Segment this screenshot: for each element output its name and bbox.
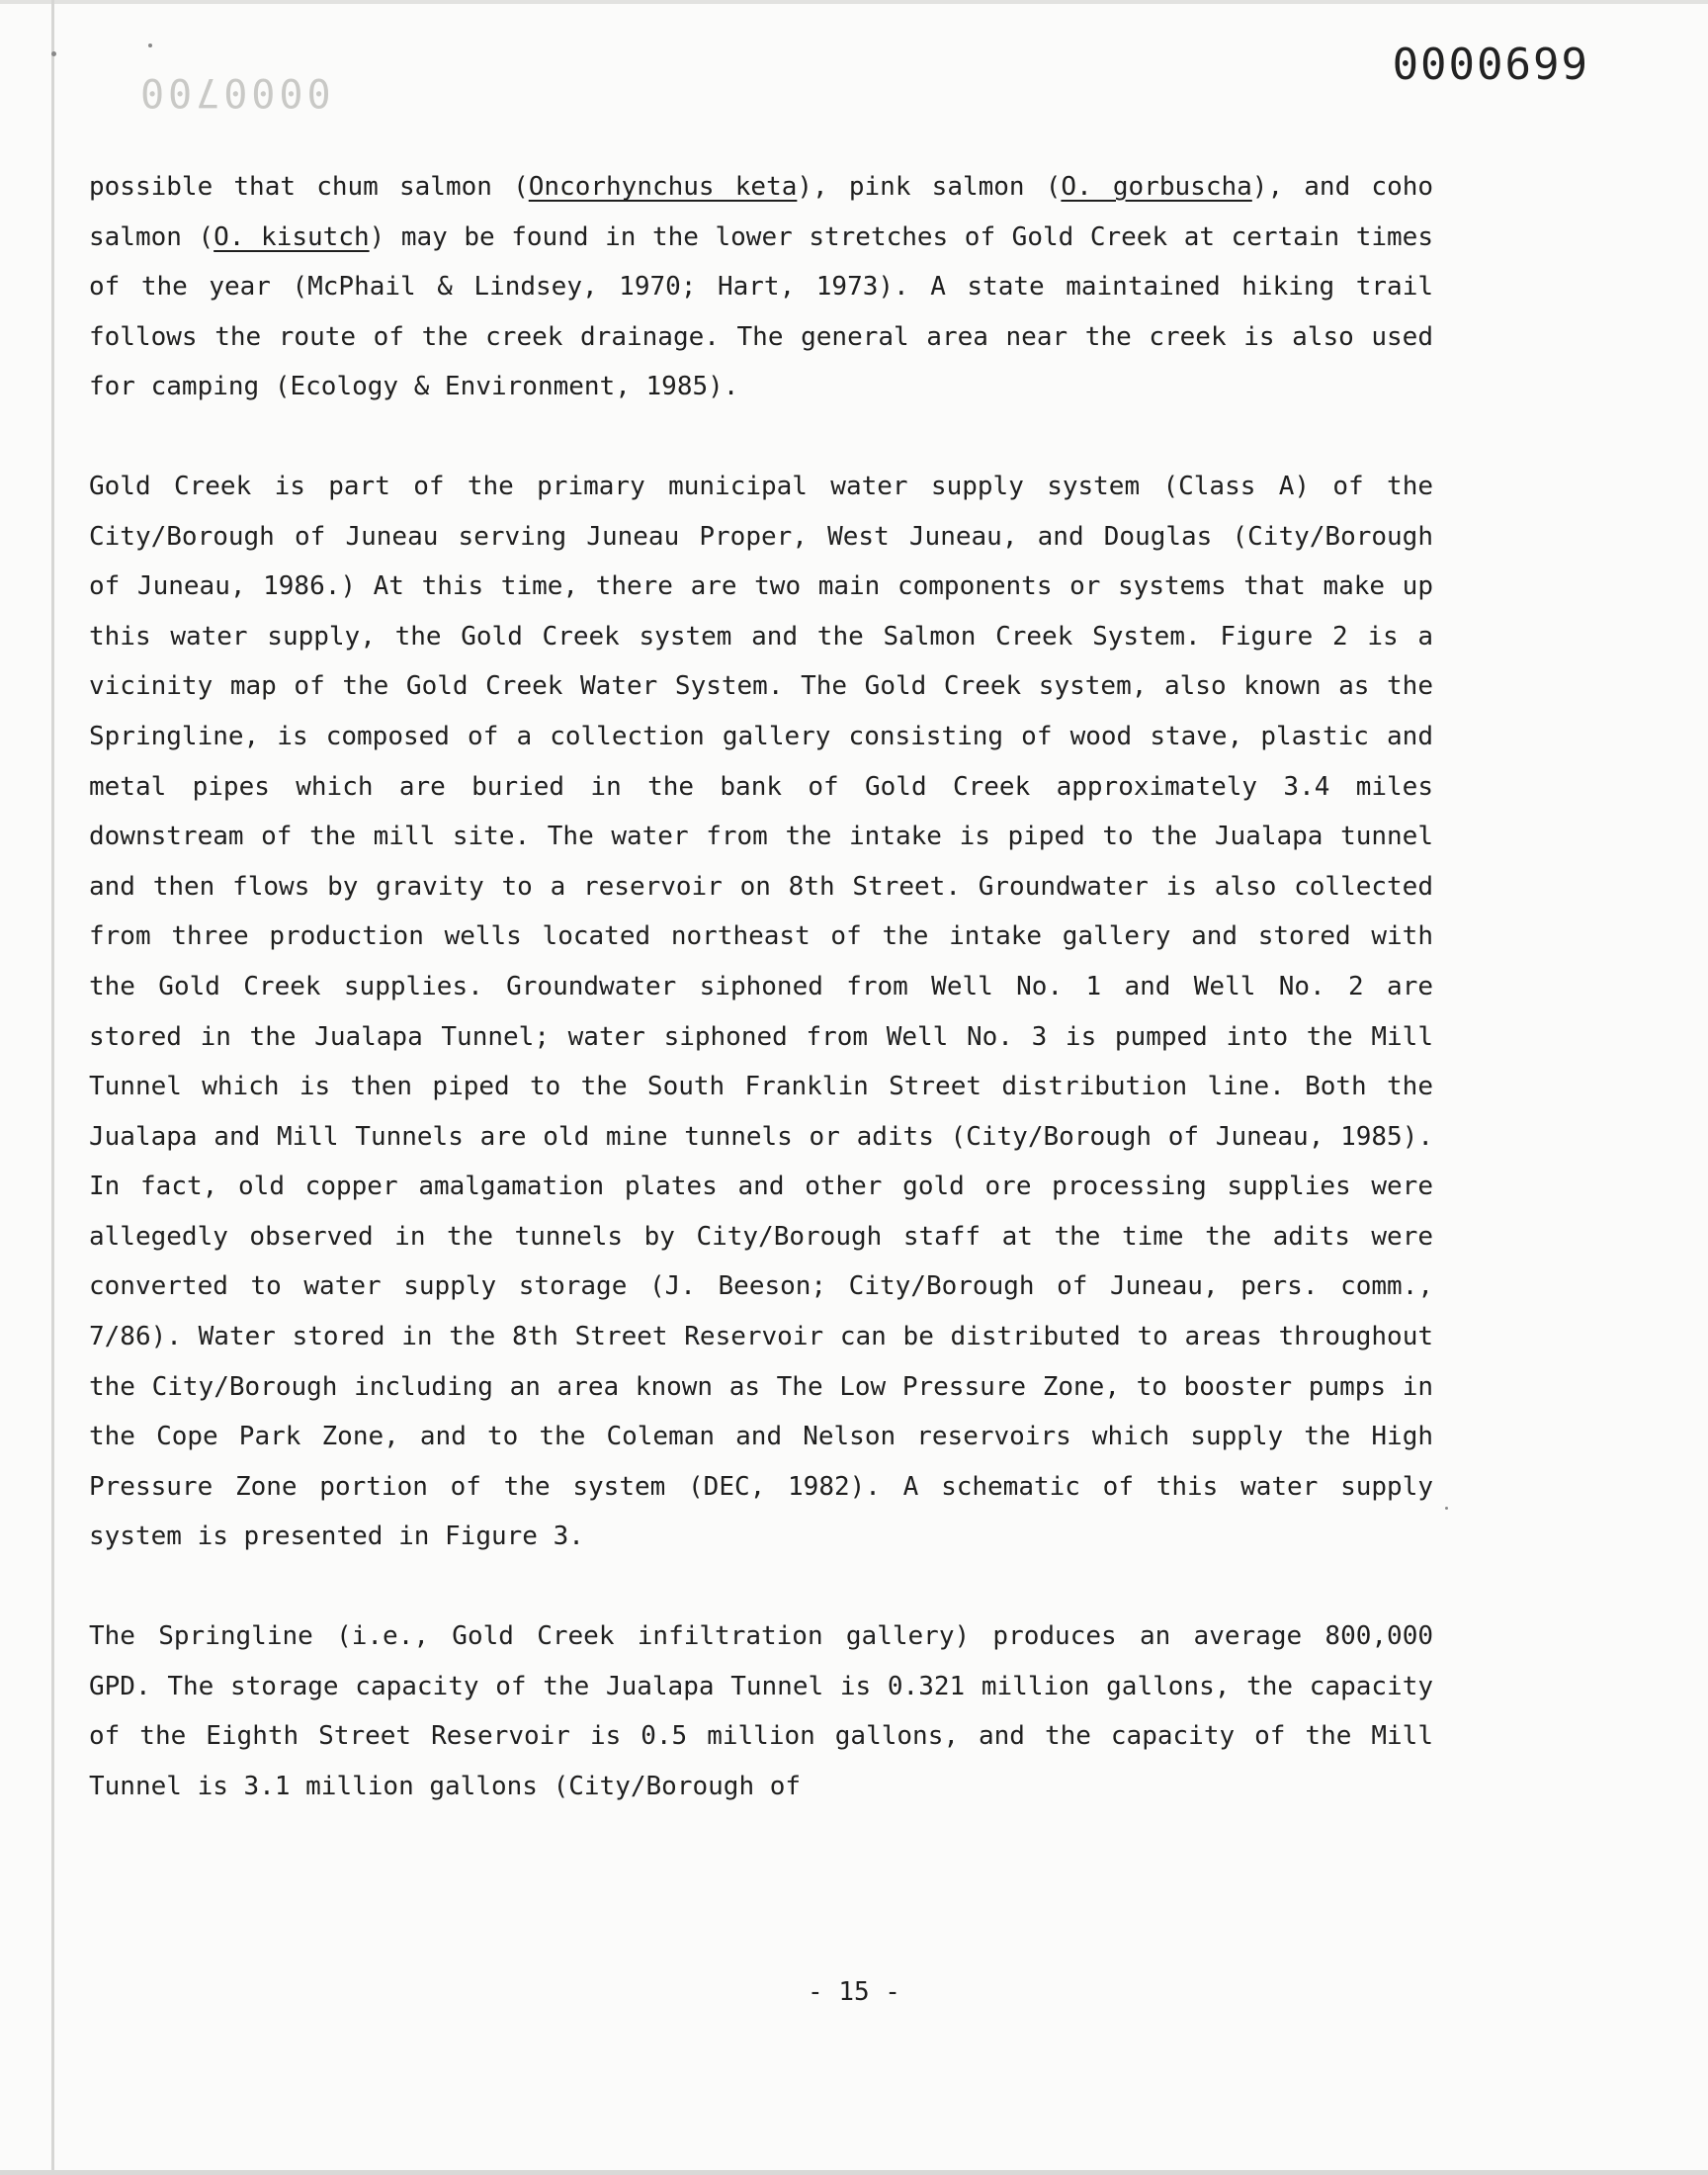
paragraph-1 bbox=[89, 162, 1433, 412]
scan-speck bbox=[1445, 1507, 1448, 1510]
body-text bbox=[89, 162, 1433, 1811]
faint-stamp-number: 0000700 bbox=[136, 69, 331, 115]
bottom-scan-edge bbox=[0, 2170, 1708, 2175]
left-scan-edge bbox=[51, 0, 54, 2175]
paragraph-1-text-3: ), and coho salmon ( bbox=[89, 172, 1434, 252]
paragraph-2: Gold Creek is part of the primary municipal water supply system (Class A) of the City/Borough of Juneau serving Juneau Proper, West Juneau, and Douglas (City/Borough of Juneau, 1986.) At this time, there are two main components or systems that make up this water supply, the Gold Creek system and the Salmon Creek System. Figure 2 is a vicinity map of the Gold Creek Water System. The Gold Creek system, also known as the Springline, is composed of a collection gallery consisting of wood stave, plastic and metal pipes which are buried in the bank of Gold Creek approximately 3.4 miles downstream of the mill site. The water from the intake is piped to the Jualapa tunnel and then flows by gravity to a reservoir on 8th Street. Groundwater is also collected from three production wells located northeast of the intake gallery and stored with the Gold Creek supplies. Groundwater siphoned from Well No. 1 and Well No. 2 are stored in the Jualapa Tunnel; water siphoned from Well No. 3 is pumped into the Mill Tunnel which is then piped to the South Franklin Street distribution line. Both the Jualapa and Mill Tunnels are old mine tunnels or adits (City/Borough of Juneau, 1985). In fact, old copper amalgamation plates and other gold ore processing supplies were allegedly observed in the tunnels by City/Borough staff at the time the adits were converted to water supply storage (J. Beeson; City/Borough of Juneau, pers. comm., 7/86). Water stored in the 8th Street Reservoir can be distributed to areas throughout the City/Borough including an area known as The Low Pressure Zone, to booster pumps in the Cope Park Zone, and to the Coleman and Nelson reservoirs which supply the High Pressure Zone portion of the system (DEC, 1982). A schematic of this water supply system is presented in Figure 3. bbox=[89, 471, 1433, 1552]
paragraph-3: The Springline (i.e., Gold Creek infiltration gallery) produces an average 800,000 GPD. The storage capacity of the Jualapa Tunnel is 0.321 million gallons, the capacity of the Eighth Street Reservoir is 0.5 million gallons, and the capacity of the Mill Tunnel is 3.1 million gallons (City/Borough of bbox=[89, 1621, 1433, 1801]
species-name-gorbuscha: O. gorbuscha bbox=[1061, 172, 1252, 202]
paragraph-1-text-2: ), pink salmon ( bbox=[797, 172, 1062, 202]
paragraph-1-text-1: possible that chum salmon ( bbox=[89, 172, 529, 202]
page-number: - 15 - bbox=[808, 1977, 900, 2007]
scan-speck bbox=[51, 51, 56, 56]
top-scan-edge bbox=[0, 0, 1708, 4]
document-control-number: 0000699 bbox=[1392, 40, 1589, 90]
species-name-kisutch: O. kisutch bbox=[214, 221, 370, 252]
paragraph-1-text-4: ) may be found in the lower stretches of Gold Creek at certain times of the year (McPhail & Lindsey, 1970; Hart, 1973). A state maintained hiking trail follows the route of the creek drainage. The general area near the creek is also used for camping (Ecology & Environment, 1985). bbox=[89, 221, 1433, 402]
species-name-keta: Oncorhynchus keta bbox=[528, 172, 798, 202]
scan-speck bbox=[148, 44, 152, 47]
